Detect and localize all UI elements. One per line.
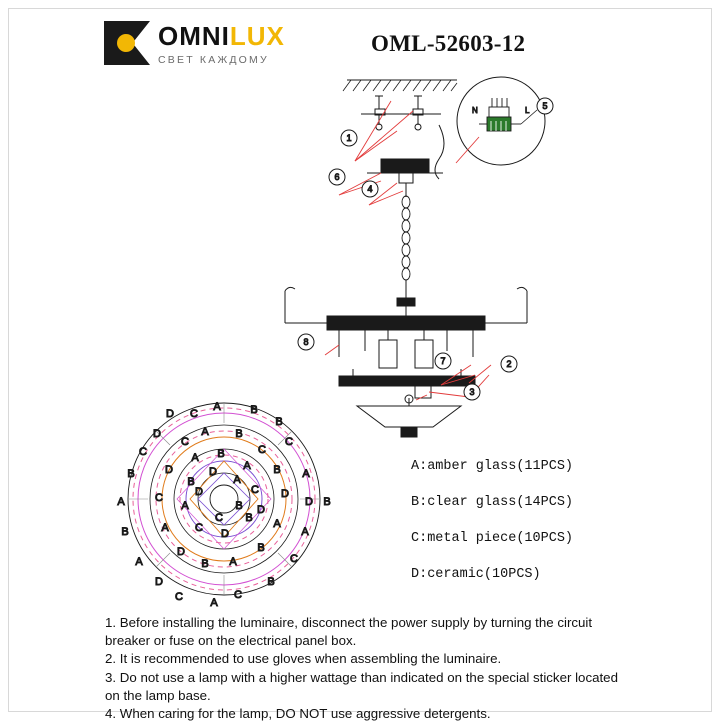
callout-2: 2 xyxy=(506,359,512,369)
svg-text:D: D xyxy=(177,546,185,558)
svg-text:C: C xyxy=(285,436,293,448)
svg-text:A: A xyxy=(210,597,218,609)
svg-text:B: B xyxy=(127,468,135,480)
legend-item-a: A:amber glass(11PCS) xyxy=(411,459,574,474)
svg-text:A: A xyxy=(273,518,281,530)
svg-text:A: A xyxy=(243,460,251,472)
svg-text:D: D xyxy=(305,496,313,508)
model-number: OML-52603-12 xyxy=(371,31,526,56)
terminal-label-l: L xyxy=(525,106,530,115)
brand-omni-text: OMNI xyxy=(158,21,230,51)
callout-1: 1 xyxy=(346,133,352,143)
callout-5: 5 xyxy=(542,101,548,111)
brand-logo xyxy=(104,21,285,66)
svg-text:B: B xyxy=(235,428,243,440)
instruction-line-3: 3. Do not use a lamp with a higher wattage than indicated on the special sticker located on the lamp base. xyxy=(105,669,618,703)
svg-text:A: A xyxy=(135,556,143,568)
svg-text:C: C xyxy=(139,446,147,458)
instruction-line-1: 1. Before installing the luminaire, disconnect the power supply by turning the circuit breaker or fuse on the electrical panel box. xyxy=(105,615,593,649)
omnilux-logo-icon xyxy=(104,21,150,65)
svg-text:D: D xyxy=(195,486,203,498)
svg-text:B: B xyxy=(245,512,253,524)
svg-text:C: C xyxy=(181,436,189,448)
svg-text:B: B xyxy=(257,542,265,554)
brand-lux-text: LUX xyxy=(229,21,285,51)
svg-text:C: C xyxy=(195,522,203,534)
svg-text:D: D xyxy=(281,488,289,500)
svg-text:C: C xyxy=(234,589,242,601)
svg-text:C: C xyxy=(175,591,183,603)
instruction-line-4: 4. When caring for the lamp, DO NOT use aggressive detergents. xyxy=(105,706,491,722)
svg-text:D: D xyxy=(257,504,265,516)
svg-text:C: C xyxy=(290,553,298,565)
svg-text:C: C xyxy=(155,492,163,504)
svg-text:C: C xyxy=(258,444,266,456)
svg-text:A: A xyxy=(302,468,310,480)
svg-text:B: B xyxy=(201,558,209,570)
svg-text:B: B xyxy=(217,448,225,460)
brand-tagline: СВЕТ КАЖДОМУ xyxy=(158,54,269,66)
svg-text:C: C xyxy=(251,484,259,496)
legend-item-b: B:clear glass(14PCS) xyxy=(411,495,574,510)
svg-text:D: D xyxy=(221,528,229,540)
callout-3: 3 xyxy=(469,387,475,397)
svg-text:B: B xyxy=(187,476,195,488)
svg-text:B: B xyxy=(235,500,243,512)
svg-text:B: B xyxy=(273,464,281,476)
callout-6: 6 xyxy=(334,172,340,182)
callout-8: 8 xyxy=(303,337,309,347)
svg-text:A: A xyxy=(301,526,309,538)
svg-text:D: D xyxy=(155,576,163,588)
svg-text:D: D xyxy=(153,428,161,440)
svg-text:A: A xyxy=(201,426,209,438)
svg-text:B: B xyxy=(275,416,283,428)
svg-text:B: B xyxy=(121,526,129,538)
legend-item-c: C:metal piece(10PCS) xyxy=(411,531,574,546)
svg-text:B: B xyxy=(267,576,275,588)
terminal-label-n: N xyxy=(472,106,478,115)
callout-7: 7 xyxy=(440,356,446,366)
legend-item-d: D:ceramic(10PCS) xyxy=(411,567,541,582)
svg-text:D: D xyxy=(165,464,173,476)
instruction-line-2: 2. It is recommended to use gloves when assembling the luminaire. xyxy=(105,651,502,667)
svg-text:A: A xyxy=(191,452,199,464)
svg-text:A: A xyxy=(117,496,125,508)
svg-text:A: A xyxy=(161,522,169,534)
svg-text:A: A xyxy=(181,500,189,512)
parts-legend xyxy=(411,459,661,603)
instruction-sheet xyxy=(8,8,712,722)
svg-text:D: D xyxy=(209,466,217,478)
instructions-block xyxy=(105,614,633,723)
svg-text:A: A xyxy=(229,556,237,568)
svg-text:C: C xyxy=(190,408,198,420)
svg-text:C: C xyxy=(215,512,223,524)
svg-text:B: B xyxy=(323,496,331,508)
svg-text:A: A xyxy=(233,474,241,486)
glass-layout-plan xyxy=(117,401,330,609)
svg-text:B: B xyxy=(250,404,258,416)
svg-text:A: A xyxy=(213,401,221,413)
callout-4: 4 xyxy=(367,184,373,194)
brand-wordmark xyxy=(158,23,285,49)
header xyxy=(9,15,711,71)
svg-text:D: D xyxy=(166,408,174,420)
